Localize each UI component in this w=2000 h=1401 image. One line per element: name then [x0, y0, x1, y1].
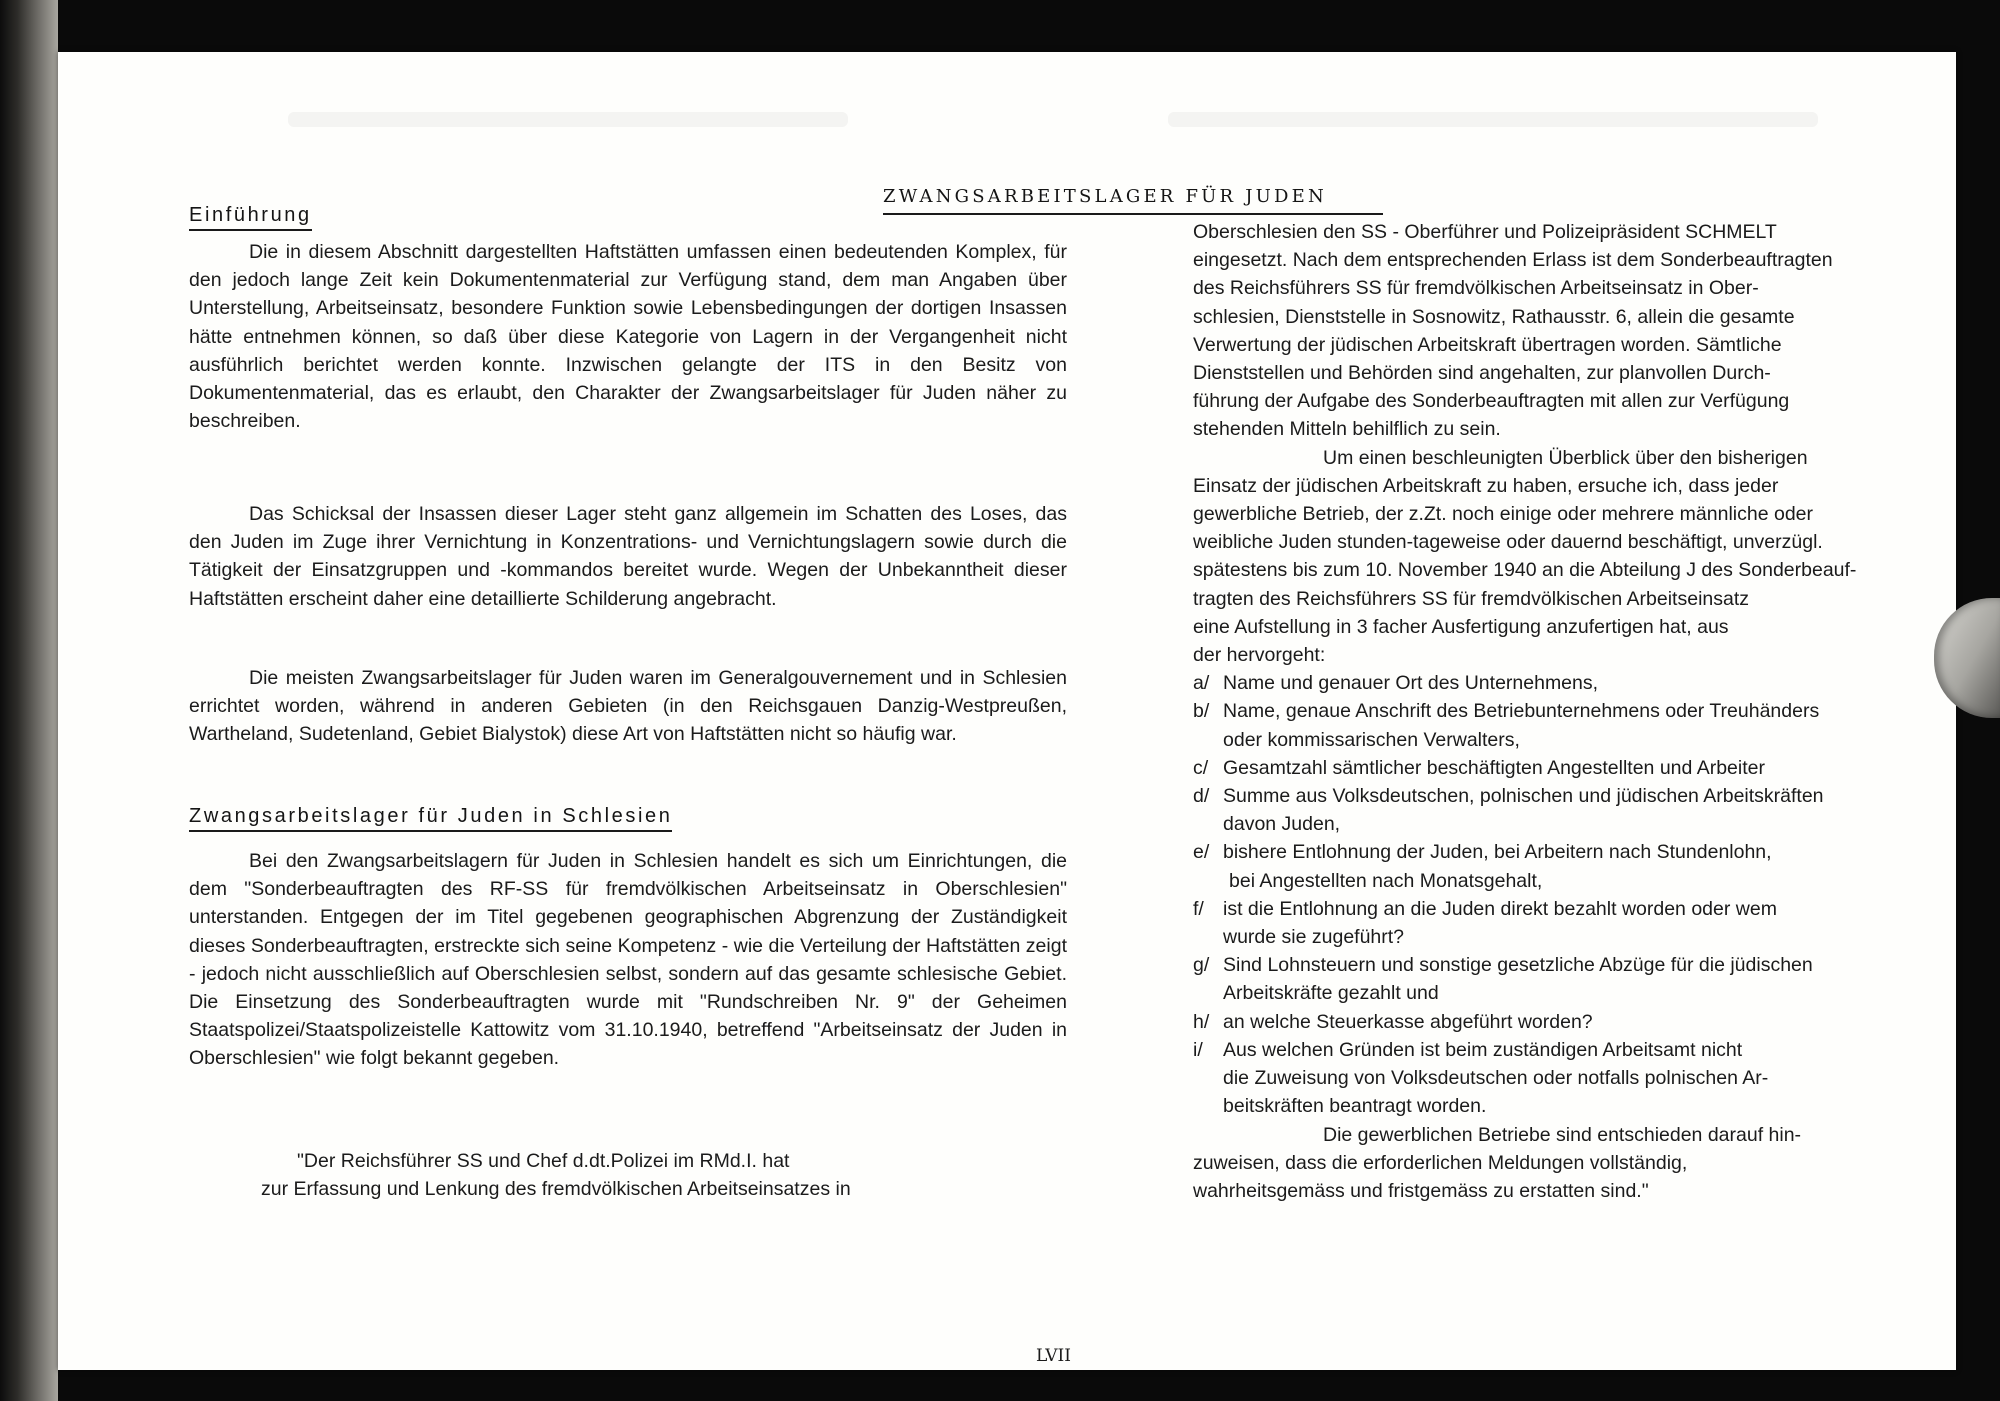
quote-start: [261, 1147, 1071, 1203]
quote-line: des Reichsführers SS für fremdvölkischen Arbeitseinsatz in Ober-: [1193, 277, 1759, 300]
left-page-edge: [0, 0, 58, 1401]
item-text: Sind Lohnsteuern und sonstige gesetzliche Abzüge für die jüdischen: [1223, 954, 1813, 977]
item-label: f/: [1193, 897, 1204, 920]
intro-paragraph-2: [189, 500, 1067, 613]
list-item: [1193, 951, 1973, 979]
bleed-through-texture-right: [1168, 112, 1818, 127]
item-continuation: oder kommissarischen Verwalters,: [1223, 728, 1520, 751]
item-text: bishere Entlohnung der Juden, bei Arbeitern nach Stundenlohn,: [1223, 841, 1772, 864]
item-continuation: davon Juden,: [1223, 813, 1341, 836]
quote-line: Oberschlesien den SS - Oberführer und Polizeipräsident SCHMELT: [1193, 221, 1777, 243]
quote-line: eingesetzt. Nach dem entsprechenden Erlass ist dem Sonderbeauftragten: [1193, 249, 1833, 272]
item-continuation: Arbeitskräfte gezahlt und: [1223, 982, 1439, 1005]
bleed-through-texture: [288, 112, 848, 127]
request-line: tragten des Reichsführers SS für fremdvölkischen Arbeitseinsatz: [1193, 587, 1750, 610]
item-label: e/: [1193, 841, 1210, 864]
quote-line: zur Erfassung und Lenkung des fremdvölkischen Arbeitseinsatzes in: [261, 1178, 851, 1201]
section-heading-silesia: Zwangsarbeitslager für Juden in Schlesien: [189, 805, 672, 832]
request-line: eine Aufstellung in 3 facher Ausfertigung anzufertigen hat, aus: [1193, 615, 1729, 638]
request-line: gewerbliche Betrieb, der z.Zt. noch einige oder mehrere männliche oder: [1193, 503, 1814, 526]
item-label: b/: [1193, 700, 1210, 723]
page-number: LVII: [1036, 1346, 1071, 1366]
item-label: h/: [1193, 1010, 1210, 1033]
quote-line: schlesien, Dienststelle in Sosnowitz, Rathausstr. 6, allein die gesamte: [1193, 305, 1795, 328]
request-line: spätestens bis zum 10. November 1940 an die Abteilung J des Sonderbeauf-: [1193, 559, 1857, 582]
item-text: Name und genauer Ort des Unternehmens,: [1223, 672, 1599, 695]
quote-line: führung der Aufgabe des Sonderbeauftragten mit allen zur Verfügung: [1193, 390, 1790, 413]
item-label: d/: [1193, 785, 1210, 808]
list-item: [1193, 895, 1973, 923]
list-item: [1193, 1036, 1973, 1064]
item-label: g/: [1193, 954, 1210, 977]
quote-line: stehenden Mitteln behilflich zu sein.: [1193, 418, 1501, 441]
request-line: weibliche Juden stunden-tageweise oder dauernd beschäftigt, unverzügl.: [1193, 531, 1823, 554]
closing-line: wahrheitsgemäss und fristgemäss zu erstatten sind.": [1193, 1179, 1649, 1202]
closing-line: Die gewerblichen Betriebe sind entschieden darauf hin-: [1323, 1123, 1802, 1146]
silesia-paragraph: [189, 847, 1067, 1073]
item-text: Summe aus Volksdeutschen, polnischen und jüdischen Arbeitskräften: [1223, 785, 1824, 808]
list-item: [1193, 1008, 1973, 1036]
running-head-rule: [883, 213, 1383, 215]
item-label: c/: [1193, 756, 1209, 779]
closing-line: zuweisen, dass die erforderlichen Meldungen vollständig,: [1193, 1151, 1688, 1174]
section-heading-intro: Einführung: [189, 204, 312, 231]
list-item: [1193, 669, 1973, 697]
item-label: a/: [1193, 672, 1210, 695]
quote-line: Verwertung der jüdischen Arbeitskraft übertragen worden. Sämtliche: [1193, 333, 1782, 356]
intro-paragraph-1: [189, 238, 1067, 435]
quote-line: Dienststellen und Behörden sind angehalten, zur planvollen Durch-: [1193, 362, 1771, 385]
request-line: Um einen beschleunigten Überblick über den bisherigen: [1323, 446, 1808, 469]
paragraph-text: Die in diesem Abschnitt dargestellten Haftstätten umfassen einen bedeutenden Komplex, für den jedoch lange Zeit kein Dokumentenmaterial zur Verfügung stand, dem man Angaben über Unterstellung, Arbeitseinsatz, besondere Funktion sowie Lebensbedingungen der dortigen Insassen hätte entnehmen können, so daß über diese Kategorie von Lagern in der Vergangenheit nicht ausführlich berichtet werden konnte. Inzwischen gelangte der ITS in den Besitz von Dokumentenmaterial, das es erlaubt, den Charakter der Zwangsarbeitslager für Juden näher zu beschreiben.: [189, 241, 1067, 433]
paragraph-text: Bei den Zwangsarbeitslagern für Juden in Schlesien handelt es sich um Einrichtungen, die dem "Sonderbeauftragten des RF-SS für fremdvölkischen Arbeitseinsatz in Oberschlesien" unterstanden. Entgegen der im Titel gegebenen geographischen Abgrenzung der Zuständigkeit dieses Sonderbeauftragten, erstreckte sich seine Kompetenz - wie die Verteilung der Haftstätten zeigt - jedoch nicht ausschließlich auf Oberschlesien selbst, sondern auf das gesamte schlesische Gebiet. Die Einsetzung des Sonderbeauftragten wurde mit "Rundschreiben Nr. 9" der Geheimen Staatspolizei/Staatspolizeistelle Kattowitz vom 31.10.1940, betreffend "Arbeitseinsatz der Juden in Oberschlesien" wie folgt bekannt gegeben.: [189, 850, 1067, 1070]
item-text: Aus welchen Gründen ist beim zuständigen Arbeitsamt nicht: [1223, 1038, 1743, 1061]
item-text: ist die Entlohnung an die Juden direkt bezahlt worden oder wem: [1223, 897, 1777, 920]
item-continuation: bei Angestellten nach Monatsgehalt,: [1229, 869, 1543, 892]
item-text: an welche Steuerkasse abgeführt worden?: [1223, 1010, 1593, 1033]
quote-continuation: [1193, 218, 1973, 1205]
list-item: [1193, 838, 1973, 866]
request-line: der hervorgeht:: [1193, 644, 1326, 667]
quote-line: "Der Reichsführer SS und Chef d.dt.Polizei im RMd.I. hat: [297, 1150, 790, 1172]
questionnaire-list: [1193, 669, 1973, 1120]
item-text: Name, genaue Anschrift des Betriebunternehmens oder Treuhänders: [1223, 700, 1820, 723]
item-continuation: beitskräften beantragt worden.: [1223, 1095, 1487, 1118]
paragraph-text: Die meisten Zwangsarbeitslager für Juden waren im Generalgouvernement und in Schlesien errichtet worden, während in anderen Gebieten (in den Reichsgauen Danzig-Westpreußen, Wartheland, Sudetenland, Gebiet Bialystok) diese Art von Haftstätten nicht so häufig war.: [189, 667, 1067, 746]
item-label: i/: [1193, 1038, 1203, 1061]
paragraph-text: Das Schicksal der Insassen dieser Lager steht ganz allgemein im Schatten des Loses, das den Juden im Zuge ihrer Vernichtung in Konzentrations- und Vernichtungslagern sowie durch die Tätigkeit der Einsatzgruppen und -kommandos bereitet wurde. Wegen der Unbekanntheit dieser Haftstätten erscheint daher eine detaillierte Schilderung angebracht.: [189, 503, 1067, 610]
list-item: [1193, 754, 1973, 782]
intro-paragraph-3: [189, 664, 1067, 749]
list-item: [1193, 697, 1973, 725]
list-item: [1193, 782, 1973, 810]
document-page: [58, 52, 1956, 1370]
item-text: Gesamtzahl sämtlicher beschäftigten Angestellten und Arbeiter: [1223, 756, 1765, 779]
running-head: ZWANGSARBEITSLAGER FÜR JUDEN: [883, 186, 1327, 207]
request-line: Einsatz der jüdischen Arbeitskraft zu haben, ersuche ich, dass jeder: [1193, 474, 1779, 497]
item-continuation: wurde sie zugeführt?: [1223, 926, 1405, 949]
item-continuation: die Zuweisung von Volksdeutschen oder notfalls polnischen Ar-: [1223, 1067, 1769, 1090]
